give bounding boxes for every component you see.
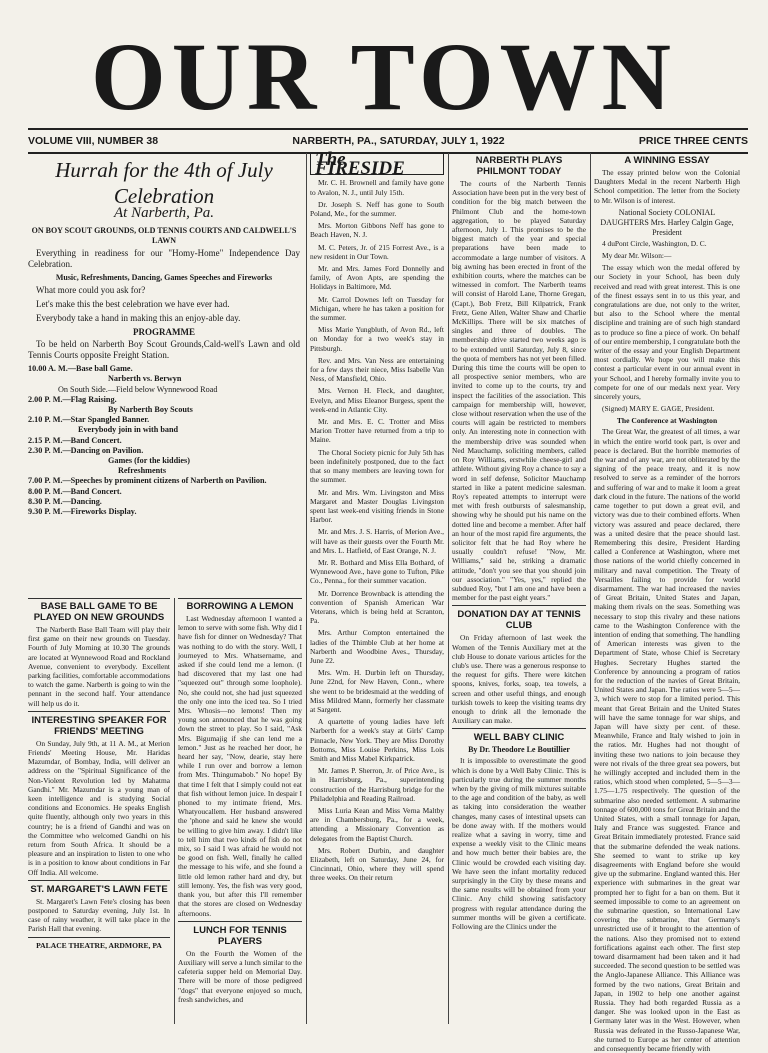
- fireside-column: [310, 149, 444, 1024]
- programme-item: 8.00 P. M.—Band Concert.: [28, 486, 122, 496]
- donation-title: DONATION DAY AT TENNIS CLUB: [457, 609, 581, 632]
- place-date: NARBERTH, PA., SATURDAY, JULY 1, 1922: [292, 135, 505, 147]
- clinic-byline: By Dr. Theodore Le Boutillier: [468, 745, 570, 755]
- fireside-item: Mrs. Wm. H. Durbin left on Thursday, June 22nd, for New Haven, Conn., where she went to be bridesmaid at the wedding of Miss Mildred Mann, formerly her classmate at Sargent.: [310, 668, 444, 714]
- column-1-lower: [28, 598, 170, 1025]
- speaker-title: INTERESTING SPEAKER FOR FRIENDS' MEETING: [31, 714, 167, 737]
- lunch-title: LUNCH FOR TENNIS PLAYERS: [193, 924, 287, 947]
- fireside-item: Mr. and Mrs. E. C. Trotter and Miss Marion Trotter have returned from a trip to Maine.: [310, 417, 444, 445]
- baseball-body: The Narberth Base Ball Team will play their first game on their new grounds on Tuesday. Fourth of July Morning at 10.30 The grounds are located at Wynnewood Road and Rockland Avenue, convenient to everybody. Excellent parking facilities, comfortable accommodations to watch the game. Narberth is going to win the pennant in the second half. Your attendance will help us do it.: [28, 625, 170, 708]
- essay-column: [594, 153, 740, 1053]
- conference-title: The Conference at Washington: [616, 416, 718, 426]
- conference-body: The Great War, the greatest of all times, a war in which the entire world took part, is over and peace is declared. But the horrible memories of the war and of any war, are not obliterated by the signing of the peace treaty, and it is now resolved to serve as a reminder of the horrors and suffering of war and to make it loom a great dark cloud in the future. The nations of the world came together to put down a great evil, and victory was due to their combined efforts. When victory was assured and peace declared, there was a united desire that the peace should last. Remembering this desire, President Harding called a Conference at Washington, where met those nations of the world chiefly concerned in military and naval competition. The Treaty of Versailles failing to provide for world disarmament. The war had increased the navies of Great Britain, United States and Japan, making them rivals on the seas. Something was necessary to stop this rivalry and these nations came to the Washington Conference with the intention of ending that something. The handling of American interests was given to the Department of State, whose Chief is Secretary Hughes. Secretary Hughes started the Conference by announcing a program of ratios for the reduction of the navies of Great Britain, United States and Japan. The ratios were 5—5—3, which were to stop for a limited period. This meant that Great Britain and the United States will have the same tonnage for war ships, and Japan will have sixty per cent. of these. Meanwhile, France and Italy wished to join in the ratios. Mr. Hughes had not thought of inviting these two nations to join because they were not rivals of the three great sea powers, but he willingly accepted and included them in the ratios, which stood when completed, 5—5—3—1.75—1.75 respectively. The question of the submarine also needed settlement. A submarine tonnage of 600,000 tons for Great Britain and the United States, with a small tonnage for Japan, Italy and France was suggested. France and Great Britain immediately protested. France said that the submarine defended the weak nations. She seemed to want to strike up key disagreements with England before she would give up the submarine. England wanted this. Her experience with submarines in the great war prompted her to fight for a ban on them. But it seemed impossible to come to an agreement on the submarine question, so International Law covering the submarine, that Germany's unrestricted use of it brought to the attention of the nations. Also they promised not to extend fortifications against each other. The first step toward disarmament had been taken and it had succeeded. The second question to be settled was the Anglo-Japanese Alliance. This Alliance was formed by the two nations, Great Britain and Japan, in 1902 to help one another against Russia. They had both regarded Russia as a danger. She was looked upon in the East as Germany later was in the West. However, when Russia was defeated in the Russo-Japanese War, she turned to Europe as her center of attention and consequently became friendly with: [594, 427, 740, 1053]
- clinic-body: It is impossible to overestimate the good which is done by a Well Baby Clinic. This is particularly true during the summer months when by the giving of milk mixtures suitable to the age and condition of the baby, as well as taking into consideration the weather changes, many cases of intestinal upsets can be done away with. If the mothers would realize what a saving in worry, time and expense a weekly visit to the Clinic means and how much better their babies are, the Clinic would be crowded each visiting day. We have seen the infant mortality reduced surprisingly in the City by these means and the same results will be obtained from your Clinic. Any child showing satisfactory progress with regular attendance during the summer months will be given a certificate. Following are the Clinics under the: [452, 756, 586, 932]
- dateline: [28, 128, 748, 154]
- volume-number: VOLUME VIII, NUMBER 38: [28, 135, 159, 147]
- column-rule: [174, 598, 175, 1024]
- fireside-item: Miss Marie Yungbluth, of Avon Rd., left on Monday for a two week's stay in Pittsburgh.: [310, 325, 444, 353]
- programme-item: 7.00 P. M.—Speeches by prominent citizens of Narberth on Pavilion.: [28, 476, 267, 486]
- divider: [452, 605, 586, 606]
- fireside-item: Mr. James P. Sherron, Jr. of Price Ave., is in Harrisburg, Pa., superintending construction of the Harrisburg bridge for the Philadelphia and Reading Railroad.: [310, 766, 444, 803]
- lead-line: Let's make this the best celebration we have ever had.: [36, 299, 230, 310]
- programme-list: [28, 364, 300, 517]
- divider: [28, 880, 170, 881]
- programme-item: 2.30 P. M.—Dancing on Pavilion.: [28, 445, 144, 455]
- essay-signature: (Signed) MARY E. GAGE, President.: [602, 404, 715, 414]
- fireside-item: Mr. and Mrs. Wm. Livingston and Miss Margaret and Master Douglas Livingston spent last week-end visiting friends in Stone Harbor.: [310, 487, 444, 525]
- fireside-item: Mrs. Morton Gibbons Neff has gone to Beach Haven, N. J.: [310, 221, 444, 240]
- programme-item: Refreshments: [118, 466, 167, 476]
- fireside-item: Mr. Dorrence Brownback is attending the convention of Spanish American War Veterans, which is being held at Scranton, Pa.: [310, 588, 444, 626]
- programme-item: 10.00 A. M.—Base ball Game.: [28, 364, 133, 374]
- lead-line: Everything in readiness for our "Homy-Home" Independence Day Celebration.: [28, 248, 300, 270]
- price: PRICE THREE CENTS: [638, 135, 748, 147]
- lead-line: Everybody take a hand in making this an enjoy-able day.: [36, 313, 241, 324]
- programme-intro: To be held on Narberth Boy Scout Grounds,Cald-well's Lawn and old Tennis Courts opposite Freight Station.: [28, 339, 300, 361]
- tennis-body: The courts of the Narberth Tennis Association have been put in the very best of condition for the big match between the Philmont Club and the home-town aggregation, to be played Saturday afternoon, July 1. This promises to be the biggest match of the year and special preparations have been made to accommodate a large number of visitors. A big awning has been erected in front of the exhibition courts, where the matches can be witnessed in comfort. The Narberth teams will consist of Harold Lane, Thorne Gregan, (Capt.), Bob Fretz, Bill Kilpatrick, Frank Fretz, Gene Allen, Walter Shaw and Charlie McKillips. There will be six matches of singles and three of doubles. The membership drive started two weeks ago is to be extended until Saturday, July 8, since the quota of members has not yet been filled. During this time the courts will be open to all prospective senior members, who are invited to come up to the courts, try and inspect the facilities of the association. This campaign for membership will, however, close without reservation when the use of the courts will again be restricted to members only. An interesting note in connection with the membership drive was sounded when Ned Mauchamp, soliciting members, called on Roy Williams, erstwhile cheese-girl and athlete. Without giving Roy a chance to say a word in self defense, Solicitor Mauchamp started in like a patent medicine salesman. Roy's repeated attempts to interrupt were met with fresh outbursts of salesmanship, showing why he should put his name on the dotted line and become a member. After half an hour of the most rapid fire arguments, the solicitor felt that he had Roy where he usually couldn't refuse! "Now, Mr. Williams," said he, striking a dramatic attitude, "don't you see that you should join our association." "Yes, yes," replied the subdued Roy, "but I am one and have been a member for the past eight years.": [452, 179, 586, 603]
- fireside-item: Mr. R. Bothard and Miss Ella Bothard, of Wynnewood Ave., have gone to Tufton, Pike Co., Penna., for their summer vacation.: [310, 557, 444, 586]
- essay-title: A WINNING ESSAY: [624, 155, 710, 166]
- essay-intro: The essay printed below won the Colonial Daughters Medal in the recent Narberth High School competition. The letter from the Society to Mr. Wilson is of interest.: [594, 168, 740, 205]
- fireside-item: The Choral Society picnic for July 5th has been indefinitely postponed, due to the fact that so many members are leaving town for the summer.: [310, 447, 444, 485]
- essay-letter: The essay which won the medal offered by our Society in your School, has been duly received and read with great interest. This is one of the finest essays sent in to us this year, and congratulations are due, not only to the writer, but also to the School where the mental discipline and training are of such high standard as to produce so fine a piece of work. On behalf of our entire membership, I congratulate both the writer of the essay and your English Department most cordially. We hope you will make this contest a particular event in our annual event in your School, and I hereby formally invite you to compete for one of our medals next year. Very sincerely yours,: [594, 263, 740, 402]
- margarets-body: St. Margaret's Lawn Fete's closing has been postponed to Saturday evening, July 1st. In case of rainy weather, it will take place in the Parish Hall that evening.: [28, 896, 170, 934]
- tennis-title: NARBERTH PLAYS PHILMONT TODAY: [475, 155, 563, 177]
- column-rule: [448, 153, 449, 1024]
- essay-salutation: My dear Mr. Wilson:—: [602, 251, 672, 261]
- palace-theatre: PALACE THEATRE, ARDMORE, PA: [36, 940, 162, 950]
- fireside-item: Mr. and Mrs. J. S. Harris, of Merion Ave., will have as their guests over the Fourth Mr. and Mrs. L. Hatfield, of East Orange, N. J.: [310, 527, 444, 555]
- speaker-body: On Sunday, July 9th, at 11 A. M., at Merion Friends' Meeting House, Mr. Haridas Mazumdar, of Bombay, India, will deliver an address on the "Spiritual Significance of the Non-Violent Revolution led by Mahatma Gandhi." Mr. Mazumdar is a young man of keen intelligence and is studying Social conditions and Economics. He speaks English quite fluently, although only two years in this country; he is a friend of Gandhi and was on the Committee who welcomed Gandhi on his return from South Africa. It should be a pleasure and an inspiration to listen to one who is in a position to know about conditions in Far Off India. All welcome.: [28, 738, 170, 877]
- clinic-title: WELL BABY CLINIC: [473, 732, 565, 744]
- fireside-item: Mrs. Robert Durbin, and daughter Elizabeth, left on Saturday, June 24, for Cincinnati, Ohio, where they will spend three weeks. On their return: [310, 845, 444, 883]
- margarets-title: ST. MARGARET'S LAWN FETE: [30, 883, 168, 895]
- tennis-column: [452, 153, 586, 1024]
- divider: [452, 728, 586, 729]
- column-rule: [590, 153, 591, 1024]
- lead-article: [28, 153, 300, 593]
- lead-line: What more could you ask for?: [36, 285, 146, 296]
- programme-item: 2.00 P. M.—Flag Raising.: [28, 394, 117, 404]
- programme-item: Narberth vs. Berwyn: [108, 374, 182, 384]
- lead-line: Music, Refreshments, Dancing, Games Speeches and Fireworks: [55, 273, 273, 283]
- fireside-item: Mrs. Vernon H. Fleck, and daughter, Evelyn, and Miss Eleanor Burgess, spent the week-end in Atlantic City.: [310, 386, 444, 414]
- divider: [178, 921, 302, 922]
- lead-place: At Narberth, Pa.: [114, 205, 214, 221]
- programme-item: 8.30 P. M.—Dancing.: [28, 496, 102, 506]
- fireside-item: Rev. and Mrs. Van Ness are entertaining for a few days their niece, Miss Isabelle Van Ness, of Mansfield, Ohio.: [310, 355, 444, 384]
- column-2-lower: [178, 598, 302, 1025]
- essay-address: 4 duPont Circle, Washington, D. C.: [602, 238, 707, 248]
- fireside-item: Dr. Joseph S. Neff has gone to South Poland, Me., for the summer.: [310, 199, 444, 219]
- fireside-title: The FIRESIDE: [310, 153, 444, 175]
- lead-subhead: ON BOY SCOUT GROUNDS, OLD TENNIS COURTS AND CALDWELL'S LAWN: [31, 226, 297, 246]
- fireside-item: A quartette of young ladies have left Narberth for a week's stay at Girls' Camp Pinnacle, New York. They are Miss Dorothy Bottoms, Miss Louise Perkins, Miss Lois Smith and Miss Mabel Kirkpatrick.: [310, 717, 444, 763]
- lemon-body: Last Wednesday afternoon I wanted a lemon to serve with some fish. Why did I have fish for dinner on Wednesday? That was nothing to do with the story. Well, I journeyed to Mrs. Whatsername, and asked if she could lend me a lemon. (I had discovered that my last one had "squeezed out" through some loophole). No, she could not, she had just squeezed the only one into the iced tea. So I tried Mrs. Whosis—no lemons! Then my young son announced that he was going down the street to play. So I said, "Ask Mrs. Bigumajig if she can lend me a lemon." Just as he reached her door, he heard her say, "Now, dearie, stay here while I run over and borrow a lemon from Mrs. Thingumabob." No hope! By that time I felt that I simply could not eat that fish without lemon juice. In despair I phoned to my intimate friend, Mrs. Whatyoucallem. Her husband answered the 'phone and said he knew she would be willing to give him away. I didn't like to tell him that two kinds of fish do not mix, so I said I was afraid he would not be good on fish. Well, finally he called the message to his wife, and she found a little old lemon rather hard and dry, but still lemony. Yes, the fish was very good, thank you, but after this I'll remember that the stores are closed on Wednesday afternoons.: [178, 614, 302, 918]
- baseball-title: BASE BALL GAME TO BE PLAYED ON NEW GROUNDS: [33, 601, 165, 623]
- programme-title: PROGRAMME: [133, 327, 195, 338]
- programme-item: By Narberth Boy Scouts: [108, 405, 193, 415]
- lunch-body: On the Fourth the Women of the Auxiliary will serve a lunch similar to the cafeteria supper held on Memorial Day. There will be more of those pedigreed "dogs" that everyone enjoyed so much, fresh sandwiches, and: [178, 948, 302, 1004]
- programme-item: 2.15 P. M.—Band Concert.: [28, 435, 122, 445]
- fireside-item: Mr. Carrol Downes left on Tuesday for Michigan, where he has taken a position for the summer.: [310, 294, 444, 323]
- masthead: OUR TOWN: [91, 23, 677, 130]
- column-rule: [306, 153, 307, 1024]
- programme-item: 9.30 P. M.—Fireworks Display.: [28, 507, 137, 517]
- lemon-title: BORROWING A LEMON: [186, 601, 294, 612]
- programme-item: 2.10 P. M.—Star Spangled Banner.: [28, 415, 150, 425]
- programme-item: On South Side.—Field below Wynnewood Road: [58, 384, 218, 394]
- fireside-item: M. C. Peters, Jr. of 215 Forrest Ave., is a new resident in Our Town.: [310, 242, 444, 261]
- divider: [28, 711, 170, 712]
- fireside-item: Mr. and Mrs. James Ford Donnelly and family, of Avon Apts, are spending the Holidays in Baltimore, Md.: [310, 264, 444, 292]
- programme-item: Everybody join in with band: [78, 425, 179, 435]
- fireside-item: Miss Luria Kean and Miss Verna Maltby are in Chambersburg, Pa., for a week, attending a Missionary Convention as delegates from the Baptist Church.: [310, 806, 444, 843]
- essay-society: National Society COLONIAL DAUGHTERS Mrs. Harley Calgin Gage, President: [600, 207, 734, 237]
- fireside-item: Mrs. Arthur Compton entertained the ladies of the Thimble Club at her home at Narberth and Woodbine Aves., Thursday, June 22.: [310, 628, 444, 665]
- donation-body: On Friday afternoon of last week the Women of the Tennis Auxiliary met at the club House to donate various articles for the club's use. There was a generous response to the request for gifts. There were kitchen spoons, knives, forks, soap, tea towels, a screen and other useful things, and enough turkish towels to keep the visiting teams dry enough to drink all the lemonade the Auxiliary can make.: [452, 633, 586, 726]
- divider: [28, 937, 170, 938]
- programme-item: Games (for the kiddies): [108, 456, 190, 466]
- fireside-item: Mr. C. H. Brownell and family have gone to Avalon, N. J., until July 15th.: [310, 178, 444, 197]
- lead-headline: Hurrah for the 4th of July Celebration: [55, 158, 273, 208]
